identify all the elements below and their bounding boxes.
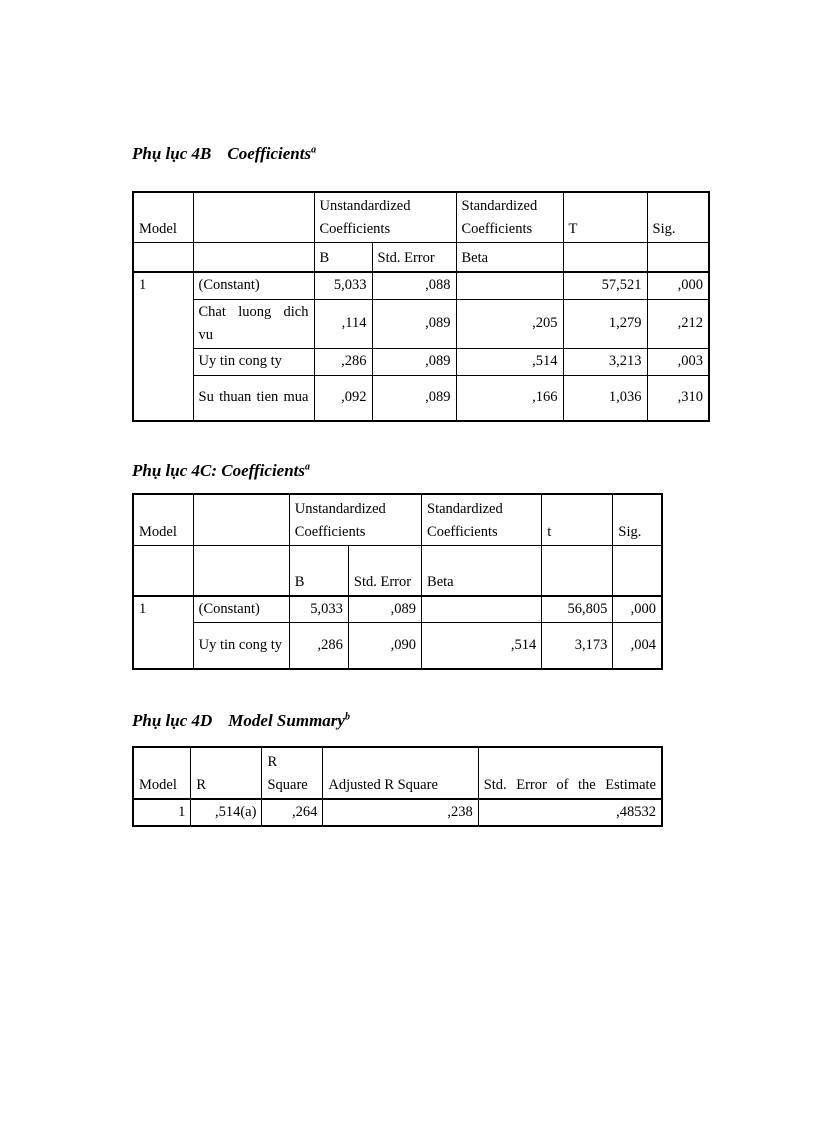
cell-sig: ,000 xyxy=(647,272,709,299)
header-beta: Beta xyxy=(422,545,542,596)
coefficients-table-4b xyxy=(132,191,710,422)
cell-t: 56,805 xyxy=(542,596,613,623)
header-blank xyxy=(193,494,289,545)
header-std-error: Std. Error xyxy=(372,242,456,272)
model-summary-table-4d xyxy=(132,746,663,827)
header-blank xyxy=(647,242,709,272)
table-row xyxy=(133,348,709,375)
heading-4b xyxy=(132,144,316,164)
header-r: R xyxy=(191,747,262,799)
cell-std-error: ,089 xyxy=(372,375,456,421)
cell-r: ,514(a) xyxy=(191,799,262,826)
heading-4d-subtitle: Model Summary xyxy=(228,711,345,730)
cell-sig: ,000 xyxy=(613,596,662,623)
heading-4c-title: Phụ lục 4C: xyxy=(132,461,218,480)
row-label xyxy=(193,299,314,348)
header-beta: Beta xyxy=(456,242,563,272)
header-b: B xyxy=(314,242,372,272)
header-blank xyxy=(193,192,314,242)
heading-4c-subtitle: Coefficients xyxy=(221,461,306,480)
heading-4c-sup: a xyxy=(305,461,311,473)
cell-r-square: ,264 xyxy=(262,799,323,826)
heading-4b-sup: a xyxy=(311,144,317,156)
header-model: Model xyxy=(133,494,193,545)
cell-sig: ,004 xyxy=(613,623,662,669)
header-sig: Sig. xyxy=(647,192,709,242)
header-r-square: R Square xyxy=(262,747,323,799)
header-blank xyxy=(133,545,193,596)
cell-std-error: ,089 xyxy=(348,596,421,623)
heading-4d-title: Phụ lục 4D xyxy=(132,711,213,730)
table-row xyxy=(133,799,662,826)
cell-std-error: ,089 xyxy=(372,348,456,375)
cell-beta: ,205 xyxy=(456,299,563,348)
heading-4d-sup: b xyxy=(344,711,350,723)
coefficients-table-4c xyxy=(132,493,663,670)
header-unstandardized: Unstandardized Coefficients xyxy=(289,494,421,545)
cell-t: 3,213 xyxy=(563,348,647,375)
header-model: Model xyxy=(133,192,193,242)
cell-t: 3,173 xyxy=(542,623,613,669)
row-label-text: Su thuan tien mua xyxy=(198,389,309,406)
header-std-error-estimate-text: Std. Error of the Estimate xyxy=(483,777,656,793)
heading-4b-subtitle: Coefficients xyxy=(227,144,312,163)
header-model: Model xyxy=(133,747,191,799)
cell-adjusted-r-square: ,238 xyxy=(323,799,478,826)
table-row xyxy=(133,272,709,299)
model-number: 1 xyxy=(133,272,193,421)
table-row xyxy=(133,299,709,348)
cell-b: ,286 xyxy=(289,623,348,669)
cell-std-error: ,090 xyxy=(348,623,421,669)
header-blank xyxy=(193,242,314,272)
header-blank xyxy=(613,545,662,596)
header-blank xyxy=(193,545,289,596)
header-blank xyxy=(563,242,647,272)
header-blank xyxy=(133,242,193,272)
cell-sig: ,212 xyxy=(647,299,709,348)
cell-b: ,286 xyxy=(314,348,372,375)
cell-t: 1,279 xyxy=(563,299,647,348)
header-sig: Sig. xyxy=(613,494,662,545)
row-label: (Constant) xyxy=(193,272,314,299)
header-standardized: Standardized Coefficients xyxy=(456,192,563,242)
cell-b: ,114 xyxy=(314,299,372,348)
cell-b: ,092 xyxy=(314,375,372,421)
header-t: T xyxy=(563,192,647,242)
header-standardized: Standardized Coefficients xyxy=(422,494,542,545)
cell-beta xyxy=(422,596,542,623)
row-label: Uy tin cong ty xyxy=(193,623,289,669)
cell-beta: ,514 xyxy=(456,348,563,375)
cell-b: 5,033 xyxy=(289,596,348,623)
row-label xyxy=(193,375,314,421)
heading-4c xyxy=(132,461,310,481)
header-unstandardized: Unstandardized Coefficients xyxy=(314,192,456,242)
row-label: (Constant) xyxy=(193,596,289,623)
table-row xyxy=(133,623,662,669)
model-number: 1 xyxy=(133,596,193,669)
header-std-error-estimate xyxy=(478,747,662,799)
cell-t: 57,521 xyxy=(563,272,647,299)
heading-4b-title: Phụ lục 4B xyxy=(132,144,212,163)
header-std-error: Std. Error xyxy=(348,545,421,596)
cell-beta xyxy=(456,272,563,299)
cell-b: 5,033 xyxy=(314,272,372,299)
table-row xyxy=(133,596,662,623)
cell-std-error: ,088 xyxy=(372,272,456,299)
cell-t: 1,036 xyxy=(563,375,647,421)
cell-std-error: ,089 xyxy=(372,299,456,348)
row-label-text: Chat luong dich vu xyxy=(198,303,309,343)
cell-std-error-estimate: ,48532 xyxy=(478,799,662,826)
header-b: B xyxy=(289,545,348,596)
cell-beta: ,166 xyxy=(456,375,563,421)
cell-sig: ,003 xyxy=(647,348,709,375)
table-row xyxy=(133,375,709,421)
cell-model: 1 xyxy=(133,799,191,826)
cell-sig: ,310 xyxy=(647,375,709,421)
header-adjusted-r-square: Adjusted R Square xyxy=(323,747,478,799)
header-t: t xyxy=(542,494,613,545)
row-label: Uy tin cong ty xyxy=(193,348,314,375)
header-blank xyxy=(542,545,613,596)
heading-4d xyxy=(132,711,350,731)
cell-beta: ,514 xyxy=(422,623,542,669)
